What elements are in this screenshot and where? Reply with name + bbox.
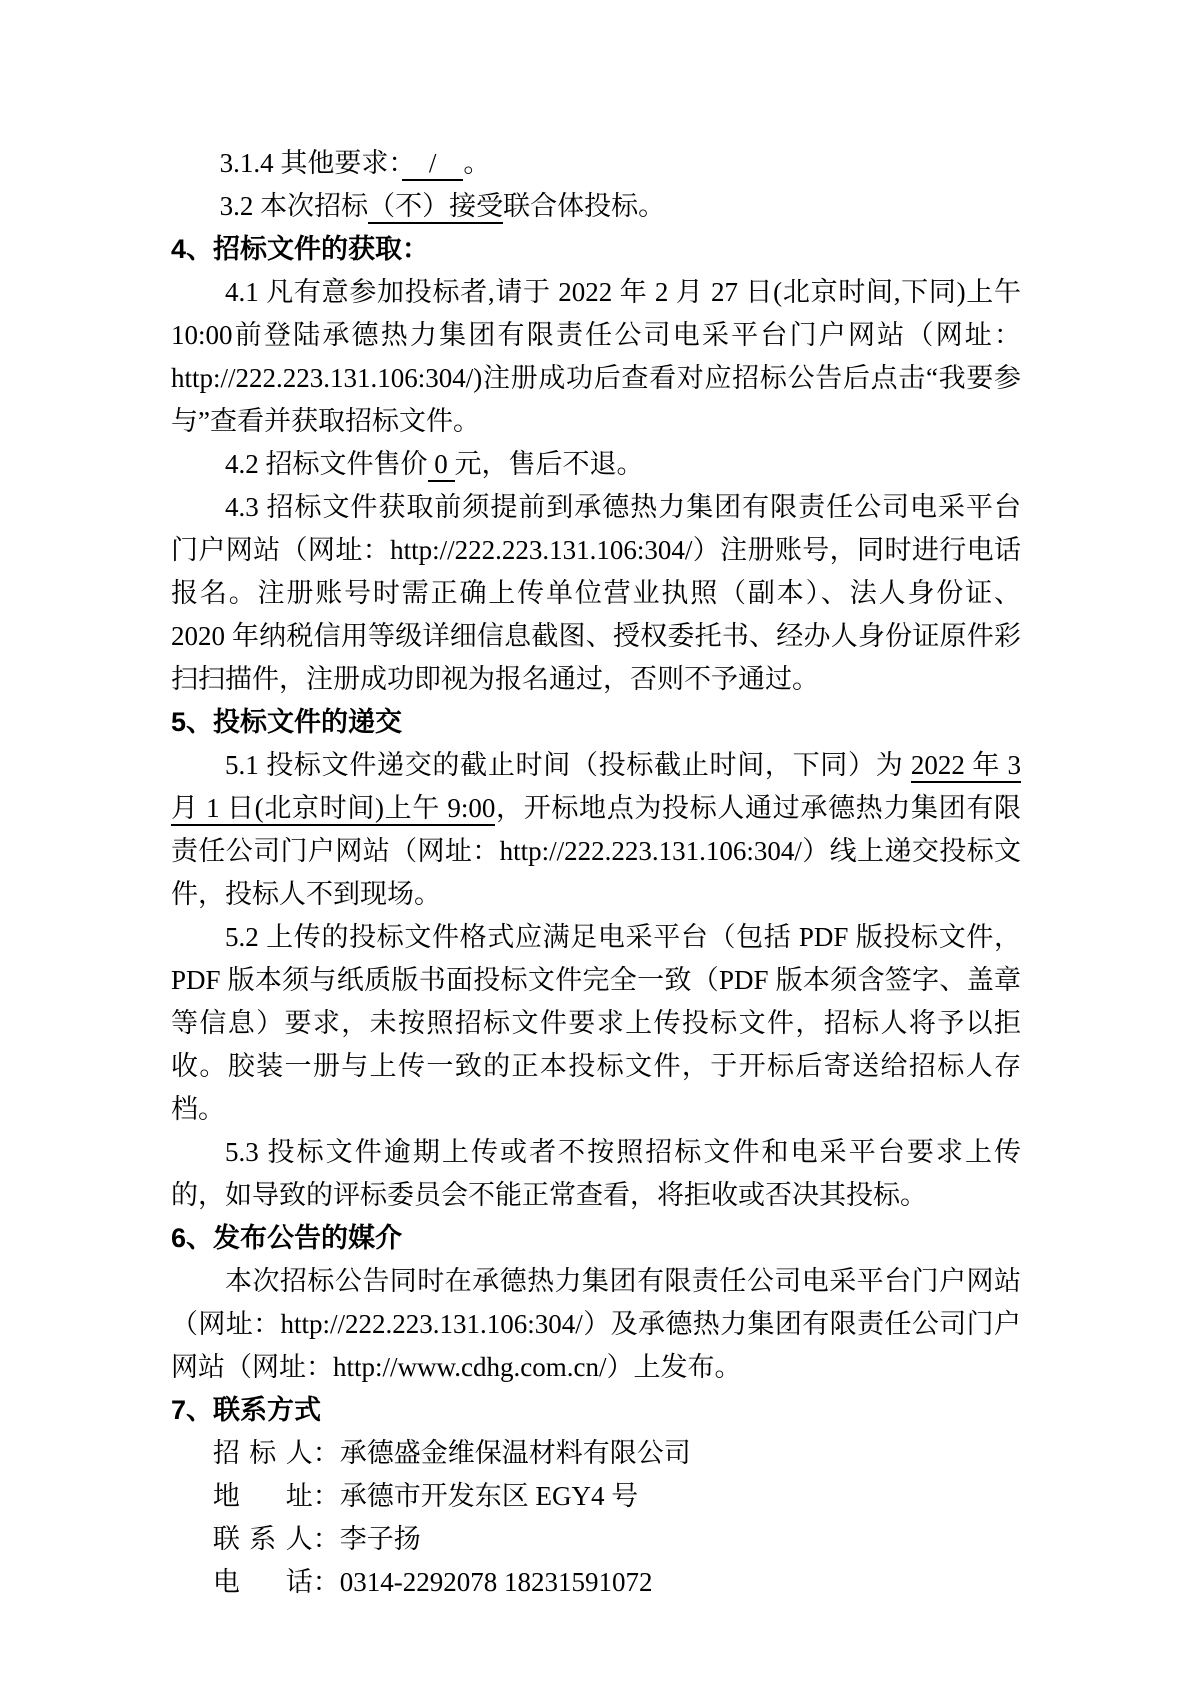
clause-5-1-prefix: 5.1 投标文件递交的截止时间（投标截止时间，下同）为 bbox=[225, 750, 911, 780]
section-5-heading: 5、投标文件的递交 bbox=[171, 707, 403, 737]
contact-colon: ： bbox=[312, 1481, 340, 1511]
contact-label-person: 联系人 bbox=[212, 1524, 313, 1554]
clause-3-2-underlined: （不）接受 bbox=[368, 191, 503, 224]
contact-row-bidder bbox=[171, 1432, 1021, 1475]
clause-3-2-prefix: 3.2 本次招标 bbox=[219, 191, 369, 221]
section-6-body: 本次招标公告同时在承德热力集团有限责任公司电采平台门户网站（网址：http://222.223.131.106:304/）及承德热力集团有限责任公司门户网站（网址：http://www.cdhg.com.cn/）上发布。 bbox=[171, 1266, 1021, 1382]
clause-4-2-price-blank: 0 bbox=[428, 449, 455, 482]
contact-colon: ： bbox=[312, 1438, 340, 1468]
clause-5-3: 5.3 投标文件逾期上传或者不按照招标文件和电采平台要求上传的，如导致的评标委员会不能正常查看，将拒收或否决其投标。 bbox=[171, 1137, 1021, 1210]
section-4-heading: 4、招标文件的获取： bbox=[171, 234, 430, 264]
contact-row-phone bbox=[171, 1561, 1021, 1604]
contact-label-bidder: 招标人 bbox=[212, 1438, 313, 1468]
clause-3-1-4-suffix: 。 bbox=[463, 148, 491, 178]
section-7-heading: 7、联系方式 bbox=[171, 1395, 322, 1425]
contact-row-address bbox=[171, 1475, 1021, 1518]
contact-value-phone: 0314-2292078 18231591072 bbox=[339, 1567, 653, 1597]
contact-label-phone: 电话 bbox=[212, 1567, 313, 1597]
contact-colon: ： bbox=[312, 1567, 340, 1597]
contact-value-bidder: 承德盛金维保温材料有限公司 bbox=[339, 1438, 691, 1468]
section-6-heading: 6、发布公告的媒介 bbox=[171, 1223, 403, 1253]
contact-label-address: 地址 bbox=[212, 1481, 313, 1511]
clause-5-1-suffix: ，开标地点为投标人通过承德热力集团有限责任公司门户网站（网址：http://222.223.131.106:304/）线上递交投标文件，投标人不到现场。 bbox=[171, 793, 1022, 909]
clause-3-2 bbox=[171, 185, 1021, 228]
contact-colon: ： bbox=[312, 1524, 340, 1554]
clause-5-1-deadline: 2022 年 3 月 1 日(北京时间)上午 9:00 bbox=[171, 750, 1021, 826]
clause-4-3: 4.3 招标文件获取前须提前到承德热力集团有限责任公司电采平台门户网站（网址：http://222.223.131.106:304/）注册账号，同时进行电话报名。注册账号时需正确上传单位营业执照（副本）、法人身份证、2020 年纳税信用等级详细信息截图、授权委托书、经办人身份证原件彩扫扫描件，注册成功即视为报名通过，否则不予通过。 bbox=[171, 492, 1021, 694]
clause-5-1 bbox=[171, 744, 1021, 916]
clause-4-2-prefix: 4.2 招标文件售价 bbox=[225, 449, 428, 479]
clause-3-1-4-label: 3.1.4 其他要求： bbox=[219, 148, 402, 178]
clause-5-2: 5.2 上传的投标文件格式应满足电采平台（包括 PDF 版投标文件，PDF 版本须与纸质版书面投标文件完全一致（PDF 版本须含签字、盖章等信息）要求，未按照招标文件要求上传投标文件，招标人将予以拒收。胶装一册与上传一致的正本投标文件，于开标后寄送给招标人存档。 bbox=[171, 922, 1021, 1124]
clause-4-1: 4.1 凡有意参加投标者,请于 2022 年 2 月 27 日(北京时间,下同)上午 10:00前登陆承德热力集团有限责任公司电采平台门户网站（网址：http://222.223.131.106:304/)注册成功后查看对应招标公告后点击“我要参与”查看并获取招标文件。 bbox=[171, 277, 1021, 436]
clause-4-2 bbox=[171, 443, 1021, 486]
contact-value-address: 承德市开发东区 EGY4 号 bbox=[339, 1481, 639, 1511]
contact-row-person bbox=[171, 1518, 1021, 1561]
clause-3-2-suffix: 联合体投标。 bbox=[503, 191, 666, 221]
clause-3-1-4 bbox=[171, 142, 1021, 185]
clause-4-2-suffix: 元，售后不退。 bbox=[454, 449, 644, 479]
clause-3-1-4-blank: / bbox=[402, 148, 464, 181]
contact-value-person: 李子扬 bbox=[339, 1524, 421, 1554]
